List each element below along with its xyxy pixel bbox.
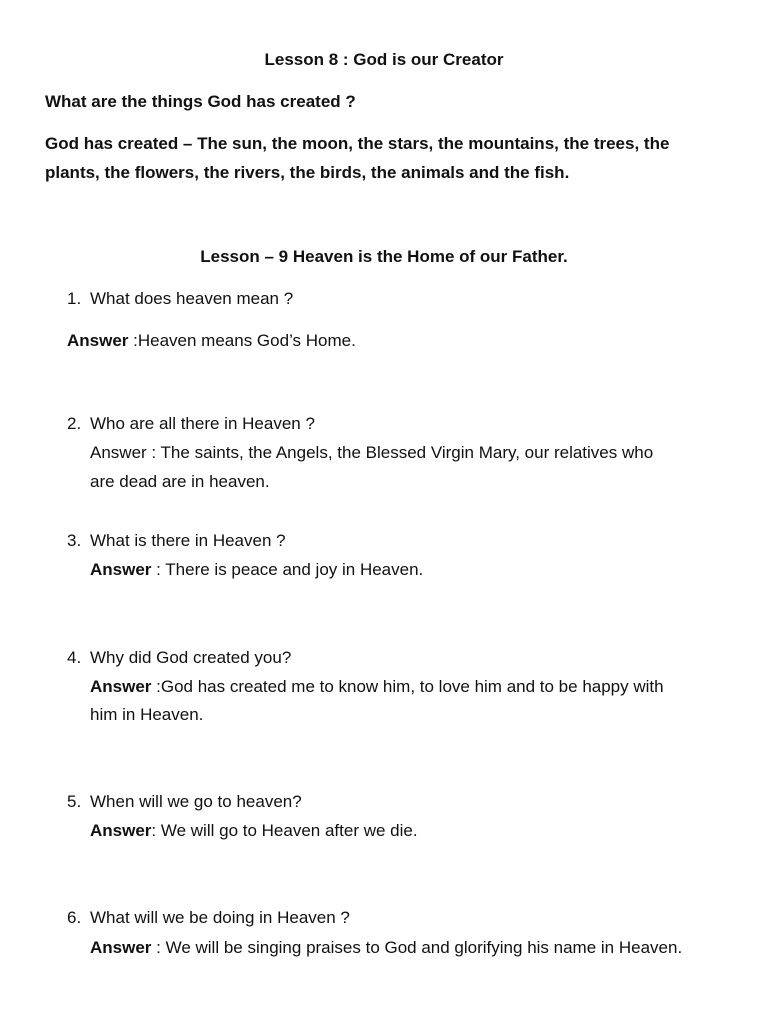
item6-question: What will we be doing in Heaven ? xyxy=(90,908,350,927)
item6-number: 6. xyxy=(67,908,82,927)
answer-label: Answer xyxy=(90,560,152,579)
item5-answer xyxy=(90,820,418,842)
answer-label: Answer xyxy=(90,938,152,957)
item2-number: 2. xyxy=(67,414,82,433)
answer-text: :God has created me to know him, to love him and to be happy with xyxy=(151,677,664,696)
lesson9-title: Lesson – 9 Heaven is the Home of our Father. xyxy=(200,247,568,266)
item1-answer xyxy=(67,330,356,352)
item1-number: 1. xyxy=(67,289,82,308)
item2-question: Who are all there in Heaven ? xyxy=(90,414,315,433)
item3-question: What is there in Heaven ? xyxy=(90,531,286,550)
item2-answer-line1: Answer : The saints, the Angels, the Blessed Virgin Mary, our relatives who xyxy=(90,443,654,462)
item3-number: 3. xyxy=(67,531,82,550)
lesson8-question: What are the things God has created ? xyxy=(45,92,356,111)
answer-label: Answer xyxy=(67,331,129,350)
answer-text: : We will be singing praises to God and glorifying his name in Heaven. xyxy=(151,938,683,957)
item5-question: When will we go to heaven? xyxy=(90,792,302,811)
answer-text: :Heaven means God’s Home. xyxy=(128,331,356,350)
item1-question: What does heaven mean ? xyxy=(90,289,294,308)
item3-answer xyxy=(90,559,423,581)
item4-answer-line2: him in Heaven. xyxy=(90,705,204,724)
item4-answer-line1 xyxy=(90,676,664,698)
item2-answer-line2: are dead are in heaven. xyxy=(90,472,270,491)
answer-text: : There is peace and joy in Heaven. xyxy=(151,560,424,579)
answer-text: : We will go to Heaven after we die. xyxy=(151,821,418,840)
item4-number: 4. xyxy=(67,648,82,667)
lesson8-answer-line2: plants, the flowers, the rivers, the birds, the animals and the fish. xyxy=(45,163,570,182)
item4-question: Why did God created you? xyxy=(90,648,292,667)
answer-label: Answer xyxy=(90,821,152,840)
item6-answer xyxy=(90,937,682,959)
answer-label: Answer xyxy=(90,677,152,696)
lesson8-title: Lesson 8 : God is our Creator xyxy=(264,50,504,69)
lesson8-answer-line1: God has created – The sun, the moon, the stars, the mountains, the trees, the xyxy=(45,134,670,153)
item5-number: 5. xyxy=(67,792,82,811)
